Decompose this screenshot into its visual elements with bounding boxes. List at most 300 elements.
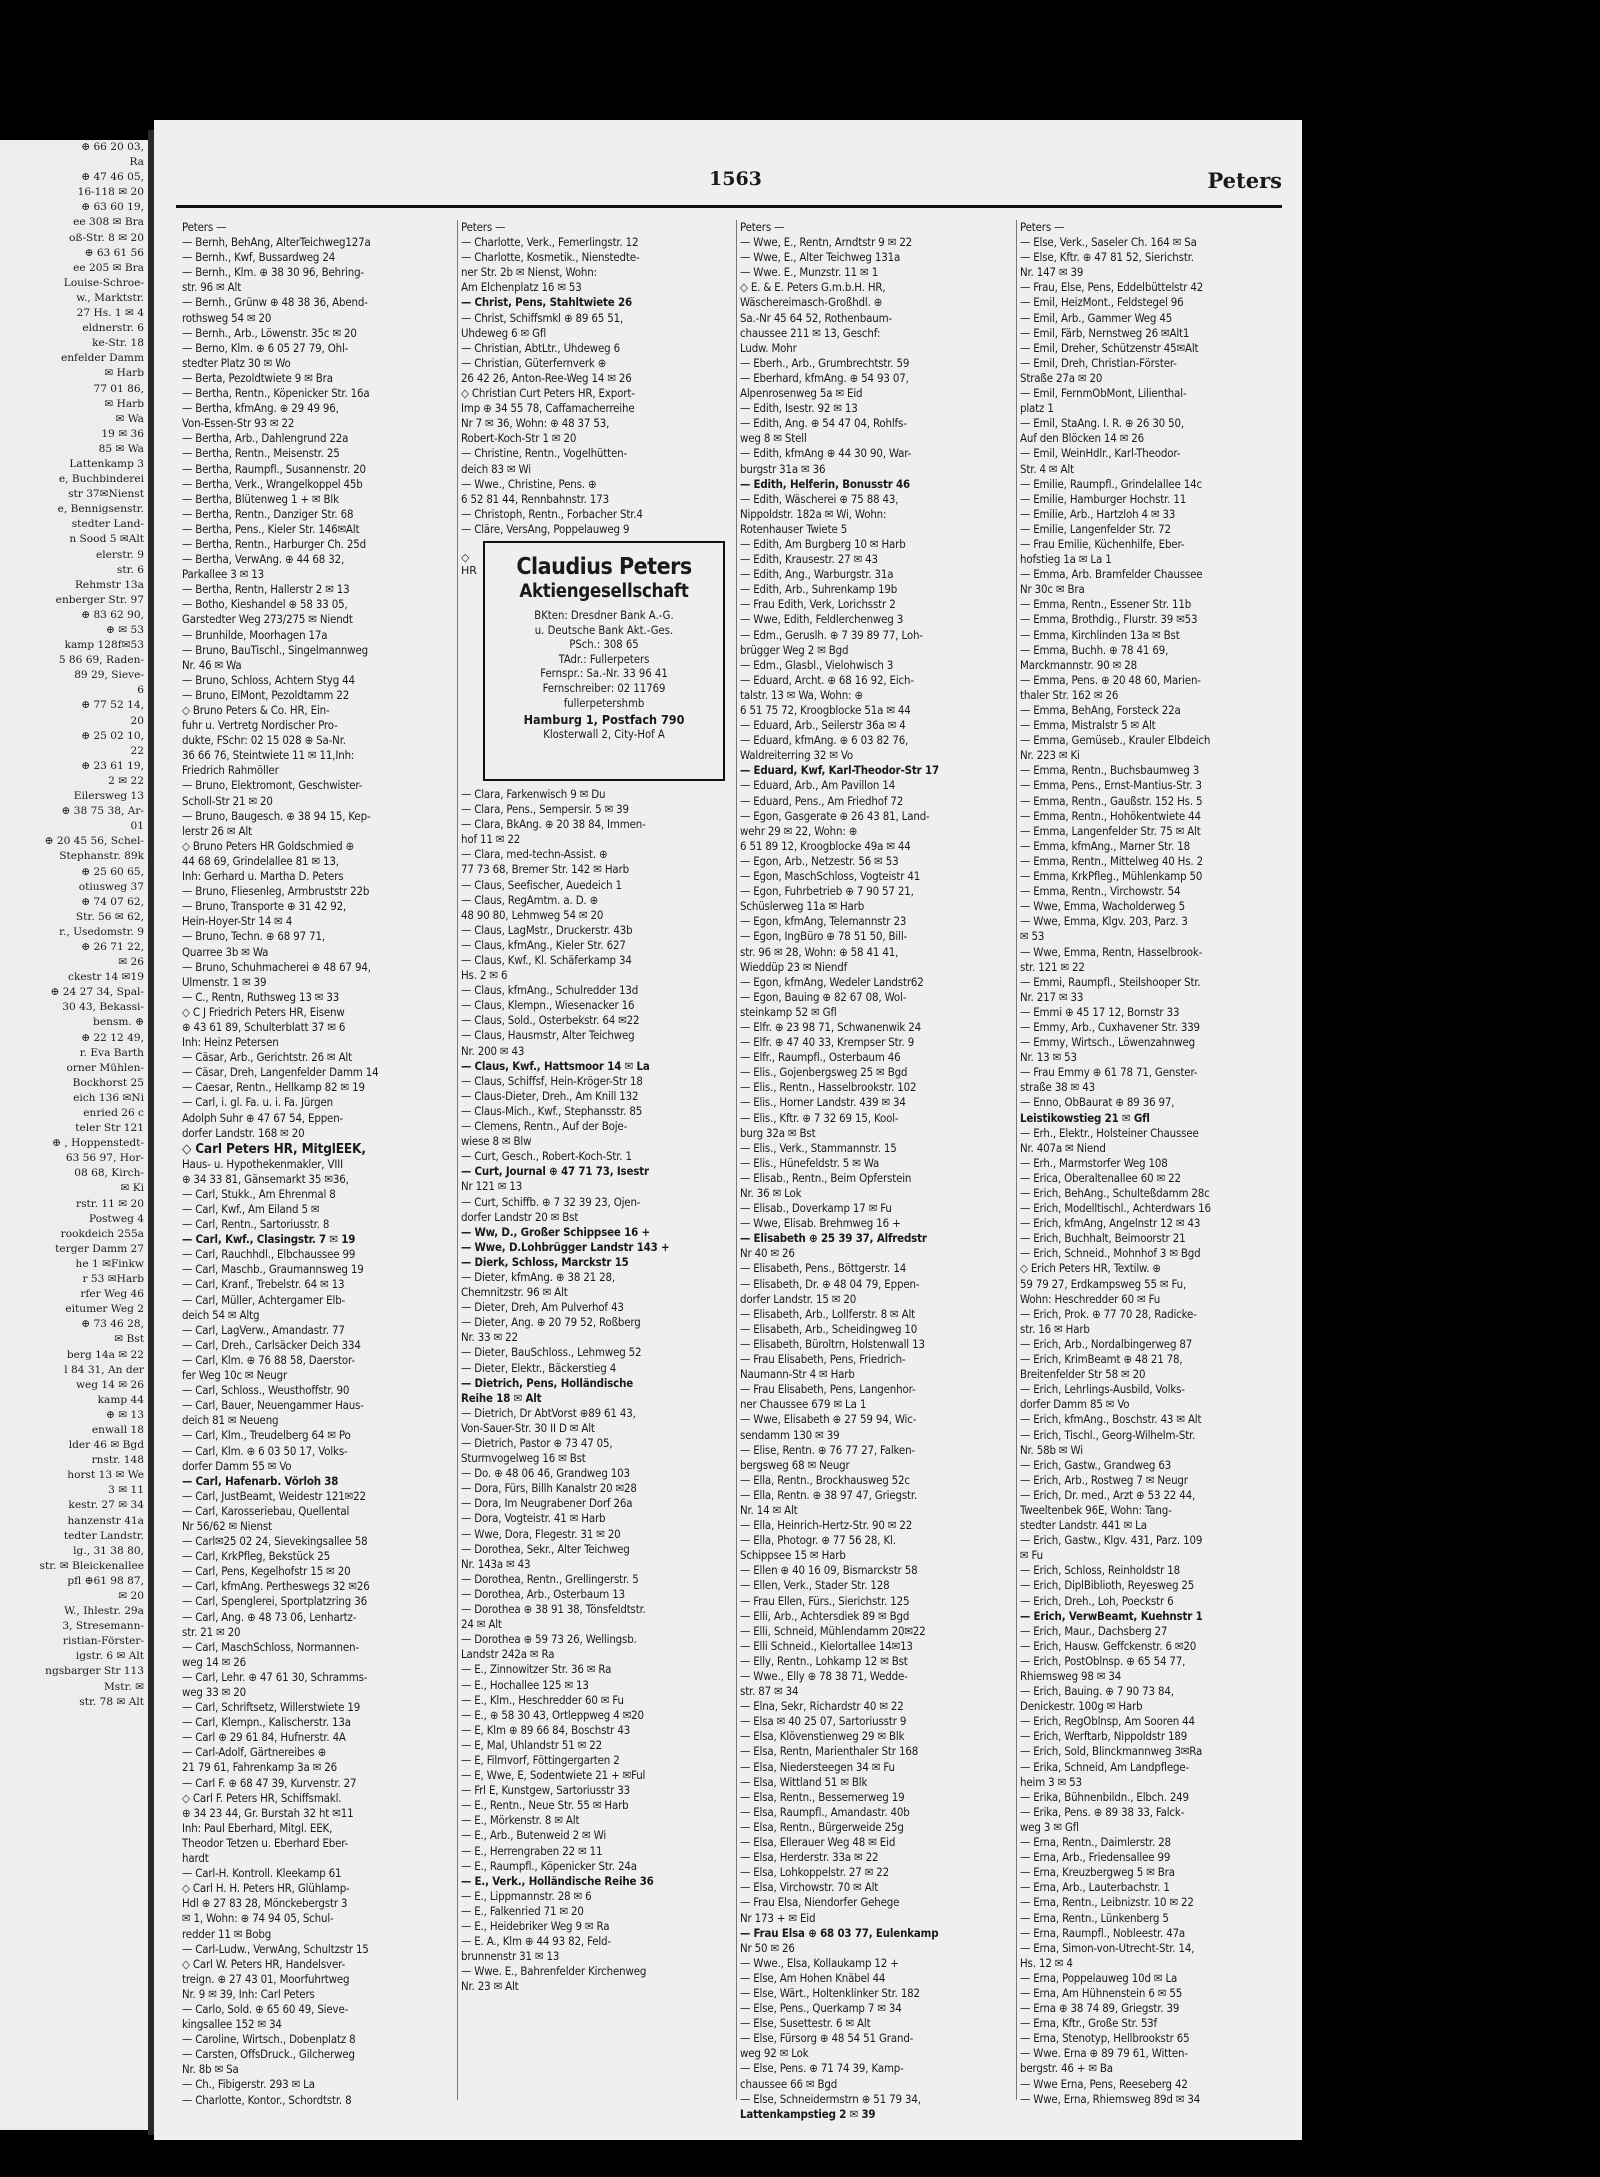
directory-line: — Emmi ⊕ 45 17 12, Bornstr 33 (1020, 1004, 1180, 1019)
directory-line: stedter Land- (71, 518, 144, 531)
directory-line: ⊕ 66 20 03, (81, 141, 144, 153)
directory-line: 89 29, Sieve- (74, 669, 144, 682)
directory-line: Rotenhauser Twiete 5 (740, 521, 848, 536)
directory-line: Wohn: Heschredder 60 ✉ Fu (1020, 1291, 1161, 1306)
directory-line: — Dietrich, Pens, Holländische (461, 1375, 634, 1390)
directory-line: — Carl, Ang. ⊕ 48 73 06, Lenhartz- (182, 1609, 357, 1624)
directory-line: — Dieter, Dreh, Am Pulverhof 43 (461, 1300, 624, 1315)
directory-line: — Bruno, BauTischl., Singelmannweg (182, 642, 369, 657)
directory-line: — Erh., Elektr., Holsteiner Chaussee (1020, 1125, 1199, 1140)
directory-line: ◇ Bruno Peters HR Goldschmied ⊕ (182, 838, 355, 853)
directory-line: ◇ Christian Curt Peters HR, Export- (461, 386, 635, 401)
directory-line: 59 79 27, Erdkampsweg 55 ✉ Fu, (1020, 1276, 1187, 1291)
directory-line: — Egon, kfmAng, Telemannstr 23 (740, 914, 907, 929)
directory-line: — Carl, i. gl. Fa. u. i. Fa. Jürgen (182, 1095, 333, 1110)
directory-line: — Claus, Kwf., Kl. Schäferkamp 34 (461, 953, 632, 967)
directory-line: — Ella, Rentn. ⊕ 38 97 47, Griegstr. (740, 1487, 918, 1502)
directory-line: Garstedter Weg 273/275 ✉ Niendt (182, 612, 353, 627)
ad-line: TAdr.: Fullerpeters (558, 652, 650, 666)
directory-line: Sa.-Nr 45 64 52, Rothenbaum- (740, 310, 892, 325)
directory-line: 77 01 86, (93, 382, 144, 395)
directory-line: — Emil, HeizMont., Feldstegel 96 (1020, 295, 1184, 310)
directory-line: — Dierk, Schloss, Marckstr 15 (461, 1254, 629, 1269)
ad-line: PSch.: 308 65 (569, 638, 639, 652)
directory-line: — Bertha, Rentn, Hallerstr 2 ✉ 13 (182, 582, 350, 597)
directory-line: ⊕ 43 61 89, Schulterblatt 37 ✉ 6 (182, 1019, 346, 1034)
directory-line: — Carl, Lehr. ⊕ 47 61 30, Schramms- (182, 1669, 368, 1684)
directory-line: ⊕ 25 60 65, (81, 865, 144, 878)
directory-line: — Carl, JustBeamt, Weidestr 121✉22 (182, 1488, 366, 1503)
directory-line: — Egon, MaschSchloss, Vogteistr 41 (740, 869, 921, 884)
directory-line: Peters — (740, 220, 785, 234)
directory-line: — Emma, Buchh. ⊕ 78 41 69, (1020, 642, 1169, 657)
directory-line: ⊕ 83 62 90, (81, 608, 144, 621)
directory-line: dorfer Landstr 20 ✉ Bst (461, 1209, 579, 1224)
directory-line: Nr. 8b ✉ Sa (182, 2062, 239, 2077)
directory-line: — E. A., Klm ⊕ 44 93 82, Feld- (461, 1934, 611, 1949)
directory-line: Mstr. ✉ (103, 1680, 144, 1693)
directory-line: str. 87 ✉ 34 (740, 1684, 799, 1699)
directory-line: str. 16 ✉ Harb (1020, 1321, 1090, 1336)
directory-line: — Carl, LagVerw., Amandastr. 77 (182, 1322, 345, 1337)
directory-line: 01 (130, 820, 144, 833)
directory-line: — E., Raumpfl., Köpenicker Str. 24a (461, 1858, 637, 1873)
directory-line: — Elis., Horner Landstr. 439 ✉ 34 (740, 1095, 906, 1110)
directory-line: Eilersweg 13 (73, 790, 144, 803)
directory-line: — Dorothea ⊕ 59 73 26, Wellingsb. (461, 1632, 637, 1647)
directory-line: Nr. 217 ✉ 33 (1020, 989, 1084, 1004)
directory-line: — Carl, Pens, Kegelhofstr 15 ✉ 20 (182, 1564, 351, 1579)
directory-line: — Bruno, Schuhmacherei ⊕ 48 67 94, (182, 959, 371, 974)
directory-line: — Edith, Helferin, Bonusstr 46 (740, 476, 911, 491)
directory-line: — Dorothea, Rentn., Grellingerstr. 5 (461, 1571, 639, 1586)
directory-line: — Claus, RegAmtm. a. D. ⊕ (461, 892, 599, 907)
directory-line: — Bertha, Rentn., Danziger Str. 68 (182, 506, 354, 521)
directory-line: ◇ Erich Peters HR, Textilw. ⊕ (1020, 1261, 1161, 1276)
directory-line: — Bertha, VerwAng. ⊕ 44 68 32, (182, 552, 345, 567)
directory-line: straße 38 ✉ 43 (1020, 1080, 1095, 1095)
directory-line: — Wwe. E., Bahrenfelder Kirchenweg (461, 1964, 647, 1979)
directory-line: e, Bennigsenstr. (57, 503, 144, 516)
directory-line: — Claus, kfmAng., Schulredder 13d (461, 983, 639, 998)
directory-line: — Ww, D., Großer Schippsee 16 + (461, 1224, 650, 1239)
directory-line: — Emma, Rentn., Virchowstr. 54 (1020, 884, 1181, 899)
directory-line: — Wwe. E., Munzstr. 11 ✉ 1 (740, 265, 879, 280)
directory-line: — Wwe, E., Rentn, Arndtstr 9 ✉ 22 (740, 235, 913, 250)
directory-line: Marckmannstr. 90 ✉ 28 (1020, 657, 1137, 672)
directory-line: ⊕ 77 52 14, (81, 699, 144, 712)
directory-line: ner Str. 2b ✉ Nienst, Wohn: (461, 265, 597, 280)
directory-line: Hs. 12 ✉ 4 (1020, 1955, 1073, 1970)
directory-line: — Else, Verk., Saseler Ch. 164 ✉ Sa (1020, 235, 1197, 250)
directory-line: eich 136 ✉Ni (73, 1091, 144, 1104)
directory-line: — Erna, Rentn., Lünkenberg 5 (1020, 1910, 1169, 1925)
directory-line: — Elfr. ⊕ 47 40 33, Krempser Str. 9 (740, 1035, 915, 1050)
directory-line: Theodor Tetzen u. Eberhard Eber- (182, 1835, 349, 1850)
directory-line: — Charlotte, Kontor., Schordtstr. 8 (182, 2092, 352, 2107)
directory-line: ◇ Carl Peters HR, MitglEEK, (182, 1140, 366, 1157)
directory-line: Robert-Koch-Str 1 ✉ 20 (461, 431, 577, 446)
directory-line: — Else, Am Hohen Knäbel 44 (740, 1970, 886, 1985)
directory-line: — E., Rentn., Neue Str. 55 ✉ Harb (461, 1798, 629, 1813)
directory-line: — Elisabeth ⊕ 25 39 37, Alfredstr (740, 1231, 927, 1246)
directory-line: — Erich, Schneid., Mohnhof 3 ✉ Bgd (1020, 1246, 1201, 1261)
directory-line: — Elna, Sekr, Richardstr 40 ✉ 22 (740, 1699, 904, 1714)
directory-line: ✉ Ki (120, 1182, 144, 1195)
directory-line: Nr. 13 ✉ 53 (1020, 1050, 1077, 1065)
directory-line: Alpenrosenweg 5a ✉ Eid (740, 386, 863, 401)
directory-line: ◇ E. & E. Peters G.m.b.H. HR, (740, 280, 886, 295)
directory-line: — Wwe. Erna ⊕ 89 79 61, Witten- (1020, 2046, 1188, 2061)
directory-line: — Erna, Poppelauweg 10d ✉ La (1020, 1970, 1178, 1985)
directory-line: lerstr 26 ✉ Alt (182, 823, 252, 838)
directory-line: — Erich, kfmAng, Angelnstr 12 ✉ 43 (1020, 1216, 1201, 1231)
directory-line: — Erh., Marmstorfer Weg 108 (1020, 1155, 1168, 1170)
directory-line: enberger Str. 97 (55, 593, 144, 606)
directory-line: — E., Hochallee 125 ✉ 13 (461, 1677, 589, 1692)
directory-line: — Elsa, Wittland 51 ✉ Blk (740, 1774, 868, 1789)
directory-line: — Else, Schneidermstrn ⊕ 51 79 34, (740, 2091, 921, 2106)
directory-line: — Carl, kfmAng. Pertheswegs 32 ✉26 (182, 1579, 370, 1594)
directory-line: — Carl, KrkPfleg, Bekstück 25 (182, 1549, 330, 1564)
directory-line: — Claus, Schiffsf, Hein-Kröger-Str 18 (461, 1073, 643, 1088)
directory-line: hardt (182, 1851, 209, 1866)
directory-line: — Erich, Lehrlings-Ausbild, Volks- (1020, 1382, 1185, 1397)
directory-line: Straße 27a ✉ 20 (1020, 370, 1103, 385)
directory-line: l 84 31, An der (64, 1363, 144, 1376)
directory-line: Am Elchenplatz 16 ✉ 53 (461, 280, 582, 295)
directory-line: ⊕ 73 46 28, (81, 1318, 144, 1331)
directory-line: — Christ, Schiffsmkl ⊕ 89 65 51, (461, 310, 624, 325)
directory-line: brunnenstr 31 ✉ 13 (461, 1949, 560, 1964)
directory-line: — Erna, Simon-von-Utrecht-Str. 14, (1020, 1940, 1195, 1955)
directory-line: — Erna, Arb., Friedensallee 99 (1020, 1850, 1171, 1865)
directory-line: — Emilie, Arb., Hartzloh 4 ✉ 33 (1020, 506, 1176, 521)
directory-line: — Eberh., Arb., Grumbrechtstr. 59 (740, 355, 910, 370)
directory-line: Nr 40 ✉ 26 (740, 1246, 795, 1261)
directory-line: — Frau Elisabeth, Pens, Friedrich- (740, 1352, 906, 1367)
directory-line: — Cäsar, Dreh, Langenfelder Damm 14 (182, 1065, 379, 1080)
directory-line: — Wwe Erna, Pens, Reeseberg 42 (1020, 2076, 1188, 2091)
directory-line: — Claus, Seefischer, Auedeich 1 (461, 877, 622, 892)
column-1 (182, 220, 458, 2140)
directory-line: — Bruno, Techn. ⊕ 68 97 71, (182, 929, 325, 944)
directory-line: 5 86 69, Raden- (58, 654, 144, 667)
directory-line: ◇ C J Friedrich Peters HR, Eisenw (182, 1004, 345, 1019)
directory-line: Nr 56/62 ✉ Nienst (182, 1518, 272, 1533)
directory-line: ee 205 ✉ Bra (73, 261, 144, 274)
directory-line: — Erica, Oberaltenallee 60 ✉ 22 (1020, 1170, 1181, 1185)
directory-line: Ra (129, 156, 144, 169)
ad-line: BKten: Dresdner Bank A.-G. (534, 608, 674, 622)
directory-line: — Wwe, D.Lohbrügger Landstr 143 + (461, 1239, 670, 1254)
directory-line: — Edith, Krausestr. 27 ✉ 43 (740, 552, 878, 567)
directory-line: brügger Weg 2 ✉ Bgd (740, 642, 849, 657)
directory-line: — Frau Elsa ⊕ 68 03 77, Eulenkamp (740, 1925, 939, 1940)
directory-line: — Emil, Arb., Gammer Weg 45 (1020, 310, 1173, 325)
directory-line: Nr. 9 ✉ 39, Inh: Carl Peters (182, 1986, 315, 2001)
directory-line: — Egon, Fuhrbetrieb ⊕ 7 90 57 21, (740, 884, 914, 899)
directory-line: — Emma, Arb. Bramfelder Chaussee (1020, 567, 1203, 582)
directory-line: Friedrich Rahmöller (182, 763, 279, 778)
directory-line: — Edith, Ang. ⊕ 54 47 04, Rohlfs- (740, 416, 907, 431)
directory-line: — Claus-Dieter, Dreh., Am Knill 132 (461, 1088, 639, 1103)
directory-line: — Erich, Prok. ⊕ 77 70 28, Radicke- (1020, 1306, 1197, 1321)
directory-line: — Egon, Arb., Netzestr. 56 ✉ 53 (740, 853, 899, 868)
directory-page (154, 120, 1302, 2140)
directory-line: r., Usedomstr. 9 (59, 925, 144, 938)
directory-line: 6 (137, 684, 144, 697)
column-2-top-entries (461, 220, 737, 537)
directory-line: — Elisabeth, Arb., Scheidingweg 10 (740, 1321, 918, 1336)
directory-line: — Emma, Mistralstr 5 ✉ Alt (1020, 718, 1156, 733)
directory-line: — Erika, Schneid, Am Landpflege- (1020, 1759, 1190, 1774)
directory-line: — E, Klm ⊕ 89 66 84, Boschstr 43 (461, 1722, 631, 1737)
directory-line: Hdl ⊕ 27 83 28, Mönckebergstr 3 (182, 1896, 348, 1911)
directory-line: — E., Arb., Butenweid 2 ✉ Wi (461, 1828, 607, 1843)
directory-line: Wäschereimasch-Großhdl. ⊕ (740, 295, 883, 310)
directory-line: weg 14 ✉ 26 (182, 1654, 246, 1669)
directory-line: lg., 31 38 80, (73, 1544, 144, 1557)
column-2 (461, 220, 737, 2140)
directory-line: — Erich, Buchhalt, Beimoorstr 21 (1020, 1231, 1186, 1246)
directory-line: dorfer Damm 55 ✉ Vo (182, 1458, 292, 1473)
directory-line: Bockhorst 25 (72, 1076, 144, 1089)
directory-line: ristian-Förster- (62, 1635, 144, 1648)
directory-line: Nr. 147 ✉ 39 (1020, 265, 1084, 280)
directory-line: — Carl-Adolf, Gärtnereibes ⊕ (182, 1745, 327, 1760)
directory-line: rookdeich 255a (60, 1227, 144, 1240)
directory-line: kestr. 27 ✉ 34 (68, 1499, 144, 1512)
directory-line: — E., Zinnowitzer Str. 36 ✉ Ra (461, 1662, 612, 1677)
ad-line: Fernschreiber: 02 11769 (542, 681, 666, 695)
page-header (154, 168, 1302, 198)
directory-line: — Eduard, Archt. ⊕ 68 16 92, Eich- (740, 672, 914, 687)
directory-line: — Eduard, kfmAng. ⊕ 6 03 82 76, (740, 733, 909, 748)
directory-line: oß-Str. 8 ✉ 20 (68, 231, 144, 244)
directory-line: — Wwe, Erna, Rhiemsweg 89d ✉ 34 (1020, 2091, 1201, 2106)
directory-line: — Erich, Schloss, Reinholdstr 18 (1020, 1563, 1181, 1578)
directory-line: kingsallee 152 ✉ 34 (182, 2017, 282, 2032)
directory-line: — Bertha, Arb., Dahlengrund 22a (182, 431, 349, 446)
directory-line: wiese 8 ✉ Blw (461, 1134, 532, 1149)
directory-line: enwall 18 (91, 1423, 144, 1436)
directory-line: Naumann-Str 4 ✉ Harb (740, 1367, 855, 1382)
directory-line: — Dorothea ⊕ 38 91 38, Tönsfeldtstr. (461, 1602, 646, 1617)
directory-line: hanzenstr 41a (67, 1514, 144, 1527)
directory-line: — Dietrich, Pastor ⊕ 73 47 05, (461, 1436, 613, 1450)
directory-line: — E., Heidebriker Weg 9 ✉ Ra (461, 1919, 610, 1933)
directory-line: — Edm., Geruslh. ⊕ 7 39 89 77, Loh- (740, 627, 923, 642)
directory-line: — Edith, Ang., Warburgstr. 31a (740, 567, 894, 582)
directory-line: — Christoph, Rentn., Forbacher Str.4 (461, 506, 643, 521)
directory-line: 3, Stresemann- (62, 1620, 144, 1633)
directory-line: — Carl F. ⊕ 68 47 39, Kurvenstr. 27 (182, 1775, 357, 1790)
directory-line: ⊕ 22 12 49, (81, 1031, 144, 1044)
directory-line: — Else, Fürsorg ⊕ 48 54 51 Grand- (740, 2031, 914, 2046)
directory-line: Hein-Hoyer-Str 14 ✉ 4 (182, 914, 293, 929)
directory-line: — Charlotte, Verk., Femerlingstr. 12 (461, 235, 639, 250)
directory-line: — Erich, Modelltischl., Achterdwars 16 (1020, 1201, 1211, 1216)
directory-line: — Emilie, Hamburger Hochstr. 11 (1020, 491, 1187, 506)
directory-line: — Curt, Schiffb. ⊕ 7 32 39 23, Ojen- (461, 1194, 641, 1209)
directory-line: rnstr. 148 (91, 1454, 144, 1467)
directory-line: — Erich, Gastw., Grandweg 63 (1020, 1457, 1172, 1472)
directory-line: — E., Herrengraben 22 ✉ 11 (461, 1843, 603, 1858)
directory-line: — Carl, Karosseriebau, Quellental (182, 1503, 350, 1518)
directory-line: — Emma, Kirchlinden 13a ✉ Bst (1020, 627, 1180, 642)
directory-line: — Erna, Kftr., Große Str. 53f (1020, 2016, 1158, 2031)
directory-line: kamp 44 (97, 1393, 144, 1406)
ad-line: fullerpetershmb (563, 696, 645, 710)
directory-line: — Bertha, Blütenweg 1 + ✉ Blk (182, 491, 339, 506)
directory-line: — Erich, Maur., Dachsberg 27 (1020, 1623, 1168, 1638)
directory-line: ⊕ 23 61 19, (81, 759, 144, 772)
directory-line: — Dieter, Ang. ⊕ 20 79 52, Roßberg (461, 1315, 641, 1330)
directory-line: — Erich, Sold, Blinckmannweg 3✉Ra (1020, 1744, 1203, 1759)
ad-company-name: Claudius Peters (516, 553, 692, 580)
directory-line: — Carl, Klm., Treudelberg 64 ✉ Po (182, 1428, 351, 1443)
directory-line: — Charlotte, Kosmetik., Nienstedte- (461, 250, 640, 265)
directory-line: — Elfr., Raumpfl., Osterbaum 46 (740, 1050, 901, 1065)
directory-line: — Wwe, Emma, Wacholderweg 5 (1020, 899, 1185, 914)
directory-line: — Emil, Dreh, Christian-Förster- (1020, 355, 1177, 370)
directory-line: — Christian, Güterfernverk ⊕ (461, 355, 607, 370)
directory-line: ngsbarger Str 113 (45, 1665, 144, 1678)
directory-line: — Frau Elisabeth, Pens, Langenhor- (740, 1382, 916, 1397)
directory-line: Louise-Schroe- (63, 276, 144, 289)
directory-line: 26 42 26, Anton-Ree-Weg 14 ✉ 26 (461, 370, 632, 385)
directory-line: — Bernh, BehAng, AlterTeichweg127a (182, 235, 371, 250)
directory-line: ✉ Harb (104, 397, 144, 410)
directory-line: fer Weg 10c ✉ Neugr (182, 1368, 288, 1383)
directory-line: — Frau, Else, Pens, Eddelbüttelstr 42 (1020, 280, 1204, 295)
directory-line: ⊕ 47 46 05, (81, 171, 144, 184)
directory-line: ✉ Wa (115, 412, 144, 425)
directory-line: — Elisabeth, Büroltrn, Holstenwall 13 (740, 1336, 925, 1351)
directory-line: r 53 ✉Harb (82, 1273, 144, 1286)
directory-line: — Emil, WeinHdlr., Karl-Theodor- (1020, 446, 1181, 461)
directory-line: — Elsa, Rentn, Marienthaler Str 168 (740, 1744, 919, 1759)
directory-line: ⊕ 63 61 56 (84, 246, 144, 259)
directory-line: — Elis., Hünefeldstr. 5 ✉ Wa (740, 1155, 880, 1170)
directory-line: ⊕ 63 60 19, (81, 201, 144, 214)
directory-line: — Claus, Hausmstr, Alter Teichweg (461, 1028, 635, 1043)
directory-line: Leistikowstieg 21 ✉ Gfl (1020, 1110, 1150, 1125)
ad-address-bold: Hamburg 1, Postfach 790 (523, 712, 685, 728)
directory-line: deich 83 ✉ Wi (461, 461, 531, 476)
directory-line: ✉ 53 (1020, 929, 1045, 944)
directory-line: — Clara, Pens., Sempersir. 5 ✉ 39 (461, 802, 629, 817)
directory-line: Peters — (1020, 220, 1065, 234)
directory-line: — Christ, Pens, Stahltwiete 26 (461, 295, 632, 310)
directory-line: bensm. ⊕ (93, 1016, 144, 1029)
directory-line: terger Damm 27 (55, 1242, 144, 1255)
directory-line: — Erich, Dr. med., Arzt ⊕ 53 22 44, (1020, 1487, 1196, 1502)
directory-line: thaler Str. 162 ✉ 26 (1020, 687, 1119, 702)
directory-line: — Bernh., Grünw ⊕ 48 38 36, Abend- (182, 295, 368, 310)
directory-line: Quarree 3b ✉ Wa (182, 944, 269, 959)
directory-line: — Ella, Photogr. ⊕ 77 56 28, Kl. (740, 1533, 896, 1548)
directory-line: — Emil, Dreher, Schützenstr 45✉Alt (1020, 340, 1199, 355)
directory-line: — Erna, Stenotyp, Hellbrookstr 65 (1020, 2031, 1190, 2046)
directory-line: Uhdeweg 6 ✉ Gfl (461, 325, 547, 340)
directory-line: ✉ 26 (118, 956, 144, 969)
directory-line: Inh: Heinz Petersen (182, 1035, 279, 1050)
directory-line: — Bruno, Elektromont, Geschwister- (182, 778, 363, 793)
directory-line: burgstr 31a ✉ 36 (740, 461, 826, 476)
directory-line: ✉ 1, Wohn: ⊕ 74 94 05, Schul- (182, 1911, 334, 1926)
directory-line: 6 51 75 72, Kroogblocke 51a ✉ 44 (740, 703, 911, 717)
directory-line: teler Str 121 (75, 1122, 144, 1135)
directory-line: — E, Mal, Uhlandstr 51 ✉ 22 (461, 1737, 603, 1752)
directory-line: — Carl, Rauchhdl., Elbchaussee 99 (182, 1247, 356, 1262)
directory-line: — E., Falkenried 71 ✉ 20 (461, 1903, 584, 1918)
directory-line: 24 ✉ Alt (461, 1617, 502, 1632)
directory-line: — Carl-Ludw., VerwAng, Schultzstr 15 (182, 1941, 369, 1956)
directory-line: — Erich, BehAng., Schulteßdamm 28c (1020, 1186, 1210, 1200)
directory-line: Nr. 23 ✉ Alt (461, 1979, 519, 1994)
directory-line: — Carl, Müller, Achtergamer Elb- (182, 1292, 346, 1307)
directory-line: — Carl, Dreh., Carlsäcker Deich 334 (182, 1337, 361, 1352)
advertisement-box (461, 541, 725, 781)
directory-line: 16-118 ✉ 20 (77, 186, 144, 199)
directory-line: ⊕ 34 23 44, Gr. Burstah 32 ht ✉11 (182, 1805, 354, 1820)
directory-line: ✉ Bst (114, 1333, 144, 1346)
directory-line: — Carl, MaschSchloss, Normannen- (182, 1639, 359, 1654)
directory-line: Nr 7 ✉ 36, Wohn: ⊕ 48 37 53, (461, 416, 610, 431)
directory-line: — Berno, Klm. ⊕ 6 05 27 79, Ohl- (182, 340, 349, 355)
directory-line: — Ella, Heinrich-Hertz-Str. 90 ✉ 22 (740, 1518, 913, 1533)
directory-line: Peters — (182, 220, 227, 234)
directory-line: — Dieter, kfmAng. ⊕ 38 21 28, (461, 1269, 615, 1284)
directory-line: ⊕ , Hoppenstedt- (52, 1137, 144, 1150)
directory-line: ⊕ 38 75 38, Ar- (61, 805, 144, 818)
directory-line: Ulmenstr. 1 ✉ 39 (182, 974, 267, 989)
directory-line: heim 3 ✉ 53 (1020, 1774, 1082, 1789)
directory-line: — Else, Wärt., Holtenklinker Str. 182 (740, 1985, 920, 2000)
directory-line: — Claus, LagMstr., Druckerstr. 43b (461, 922, 633, 937)
directory-line: 27 Hs. 1 ✉ 4 (76, 307, 144, 320)
directory-line: — Bruno, ElMont, Pezoldtamm 22 (182, 687, 350, 702)
directory-line: — Erich, Bauing. ⊕ 7 90 73 84, (1020, 1684, 1174, 1699)
directory-line: — Emma, Rentn., Buchsbaumweg 3 (1020, 763, 1200, 778)
directory-line: ◇ Carl F. Peters HR, Schiffsmakl. (182, 1790, 342, 1805)
directory-line: — Ellen, Verk., Stader Str. 128 (740, 1578, 890, 1593)
directory-line: — Wwe., Christine, Pens. ⊕ (461, 476, 597, 491)
directory-line: ⊕ ✉ 13 (106, 1408, 144, 1421)
directory-line: 85 ✉ Wa (98, 442, 144, 455)
directory-line: — Erich, kfmAng., Boschstr. 43 ✉ Alt (1020, 1412, 1202, 1427)
directory-line: Von-Sauer-Str. 30 II D ✉ Alt (461, 1420, 595, 1435)
directory-line: — Dietrich, Dr AbtVorst ⊕89 61 43, (461, 1405, 636, 1420)
directory-line: — Emmy, Wirtsch., Löwenzahnweg (1020, 1035, 1196, 1050)
directory-line: Nr. 14 ✉ Alt (740, 1502, 798, 1517)
directory-line: — Caroline, Wirtsch., Dobenplatz 8 (182, 2032, 356, 2047)
directory-line: enfelder Damm (60, 352, 144, 365)
directory-line: deich 54 ✉ Altg (182, 1307, 260, 1322)
running-head: Peters (1207, 168, 1282, 193)
directory-line: bergsweg 68 ✉ Neugr (740, 1457, 850, 1472)
directory-line: — Elisabeth, Dr. ⊕ 48 04 79, Eppen- (740, 1276, 920, 1291)
directory-line: — Dorothea, Sekr., Alter Teichweg (461, 1541, 630, 1556)
directory-line: — Elsa, Klövenstienweg 29 ✉ Blk (740, 1729, 905, 1744)
directory-line: Nr. 46 ✉ Wa (182, 657, 242, 672)
directory-line: — Else, Pens., Querkamp 7 ✉ 34 (740, 2001, 902, 2016)
directory-line: chaussee 66 ✉ Bgd (740, 2076, 838, 2091)
directory-line: — Emma, Rentn., Essener Str. 11b (1020, 597, 1192, 612)
directory-line: deich 81 ✉ Neueng (182, 1413, 279, 1428)
